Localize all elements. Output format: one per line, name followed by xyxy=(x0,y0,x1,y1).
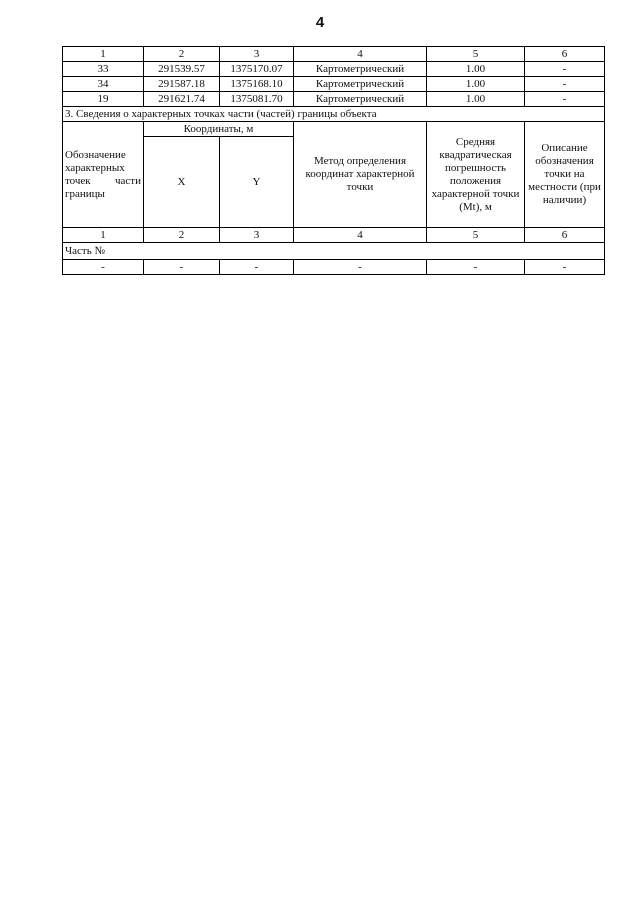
col-number: 1 xyxy=(63,47,144,62)
coordinates-table xyxy=(62,46,605,275)
table-row xyxy=(63,260,605,275)
coord-x: 291621.74 xyxy=(144,92,220,107)
point-id: 33 xyxy=(63,62,144,77)
part-label: Часть № xyxy=(63,243,605,260)
section-header-row xyxy=(63,122,605,137)
empty-cell: - xyxy=(144,260,220,275)
coord-x: 291587.18 xyxy=(144,77,220,92)
table-row xyxy=(63,62,605,77)
coord-y: 1375081.70 xyxy=(220,92,294,107)
col-number: 5 xyxy=(427,47,525,62)
method: Картометрический xyxy=(294,92,427,107)
col-number: 2 xyxy=(144,47,220,62)
empty-cell: - xyxy=(220,260,294,275)
empty-cell: - xyxy=(63,260,144,275)
top-column-numbers-row xyxy=(63,47,605,62)
section-title: 3. Сведения о характерных точках части (частей) границы объекта xyxy=(63,107,605,122)
point-id: 19 xyxy=(63,92,144,107)
empty-cell: - xyxy=(525,260,605,275)
error-value: 1.00 xyxy=(427,77,525,92)
header-error: Средняя квадратическая погрешность положения характерной точки (Mt), м xyxy=(427,122,525,228)
page-number: 4 xyxy=(315,14,325,31)
coord-y: 1375170.07 xyxy=(220,62,294,77)
description: - xyxy=(525,77,605,92)
section-column-numbers-row xyxy=(63,228,605,243)
col-number: 3 xyxy=(220,228,294,243)
header-x: X xyxy=(144,137,220,228)
table-row xyxy=(63,77,605,92)
method: Картометрический xyxy=(294,77,427,92)
error-value: 1.00 xyxy=(427,62,525,77)
col-number: 4 xyxy=(294,228,427,243)
col-number: 3 xyxy=(220,47,294,62)
header-designation-cell xyxy=(63,122,144,228)
header-y: Y xyxy=(220,137,294,228)
header-coordinates: Координаты, м xyxy=(144,122,294,137)
point-id: 34 xyxy=(63,77,144,92)
part-label-row xyxy=(63,243,605,260)
empty-cell: - xyxy=(427,260,525,275)
method: Картометрический xyxy=(294,62,427,77)
coord-y: 1375168.10 xyxy=(220,77,294,92)
error-value: 1.00 xyxy=(427,92,525,107)
header-designation: Обозначение характерных точек части границы xyxy=(65,148,141,200)
section-title-row xyxy=(63,107,605,122)
col-number: 5 xyxy=(427,228,525,243)
col-number: 1 xyxy=(63,228,144,243)
coord-x: 291539.57 xyxy=(144,62,220,77)
empty-cell: - xyxy=(294,260,427,275)
header-description: Описание обозначения точки на местности (при наличии) xyxy=(525,122,605,228)
header-method: Метод определения координат характерной точки xyxy=(294,122,427,228)
col-number: 2 xyxy=(144,228,220,243)
col-number: 6 xyxy=(525,47,605,62)
description: - xyxy=(525,62,605,77)
table-row xyxy=(63,92,605,107)
col-number: 6 xyxy=(525,228,605,243)
description: - xyxy=(525,92,605,107)
col-number: 4 xyxy=(294,47,427,62)
